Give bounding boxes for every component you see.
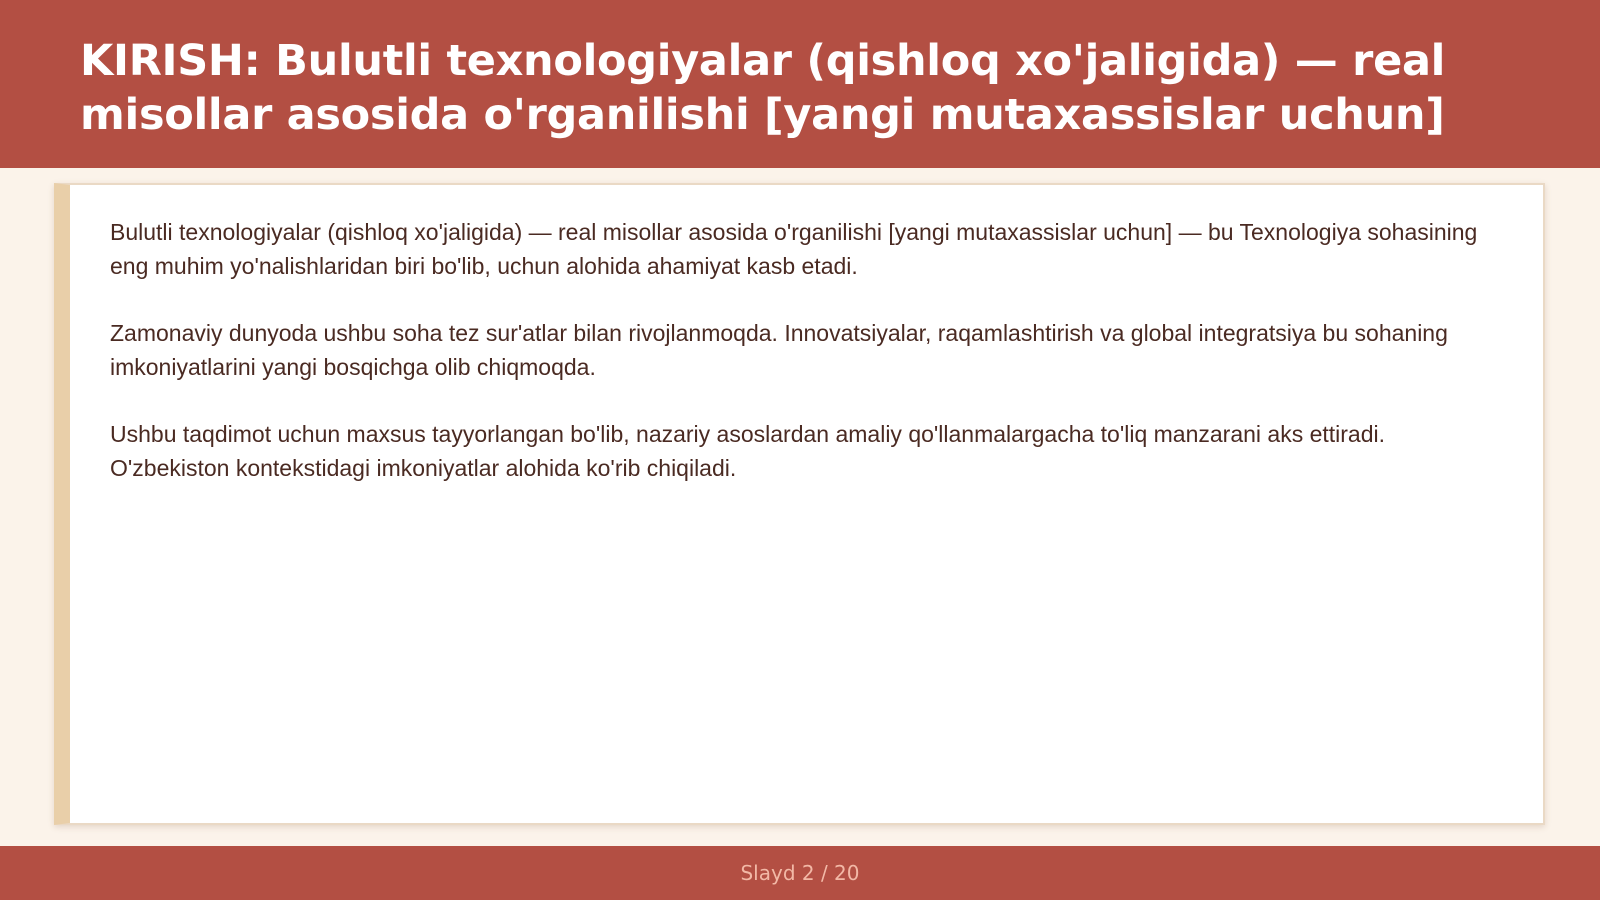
content-card xyxy=(54,183,1545,825)
slide-footer xyxy=(0,846,1600,900)
slide-counter: Slayd 2 / 20 xyxy=(740,861,860,885)
paragraph-presentation-scope: Ushbu taqdimot uchun maxsus tayyorlangan bo'lib, nazariy asoslardan amaliy qo'llanmalargacha to'liq manzarani aks ettiradi. O'zbekiston kontekstidagi imkoniyatlar alohida ko'rib chiqiladi. xyxy=(110,421,1386,481)
paragraph-intro: Bulutli texnologiyalar (qishloq xo'jaligida) — real misollar asosida o'rganilishi [yangi mutaxassislar uchun] — bu Texnologiya sohasining eng muhim yo'nalishlaridan biri bo'lib, uchun alohida ahamiyat kasb etadi. xyxy=(110,219,1478,279)
slide-header xyxy=(0,0,1600,168)
paragraph-modern-world: Zamonaviy dunyoda ushbu soha tez sur'atlar bilan rivojlanmoqda. Innovatsiyalar, raqamlashtirish va global integratsiya bu sohaning imkoniyatlarini yangi bosqichga olib chiqmoqda. xyxy=(110,320,1448,380)
slide-title: KIRISH: Bulutli texnologiyalar (qishloq xo'jaligida) — real misollar asosida o'rganilishi [yangi mutaxassislar uchun] xyxy=(80,36,1446,140)
